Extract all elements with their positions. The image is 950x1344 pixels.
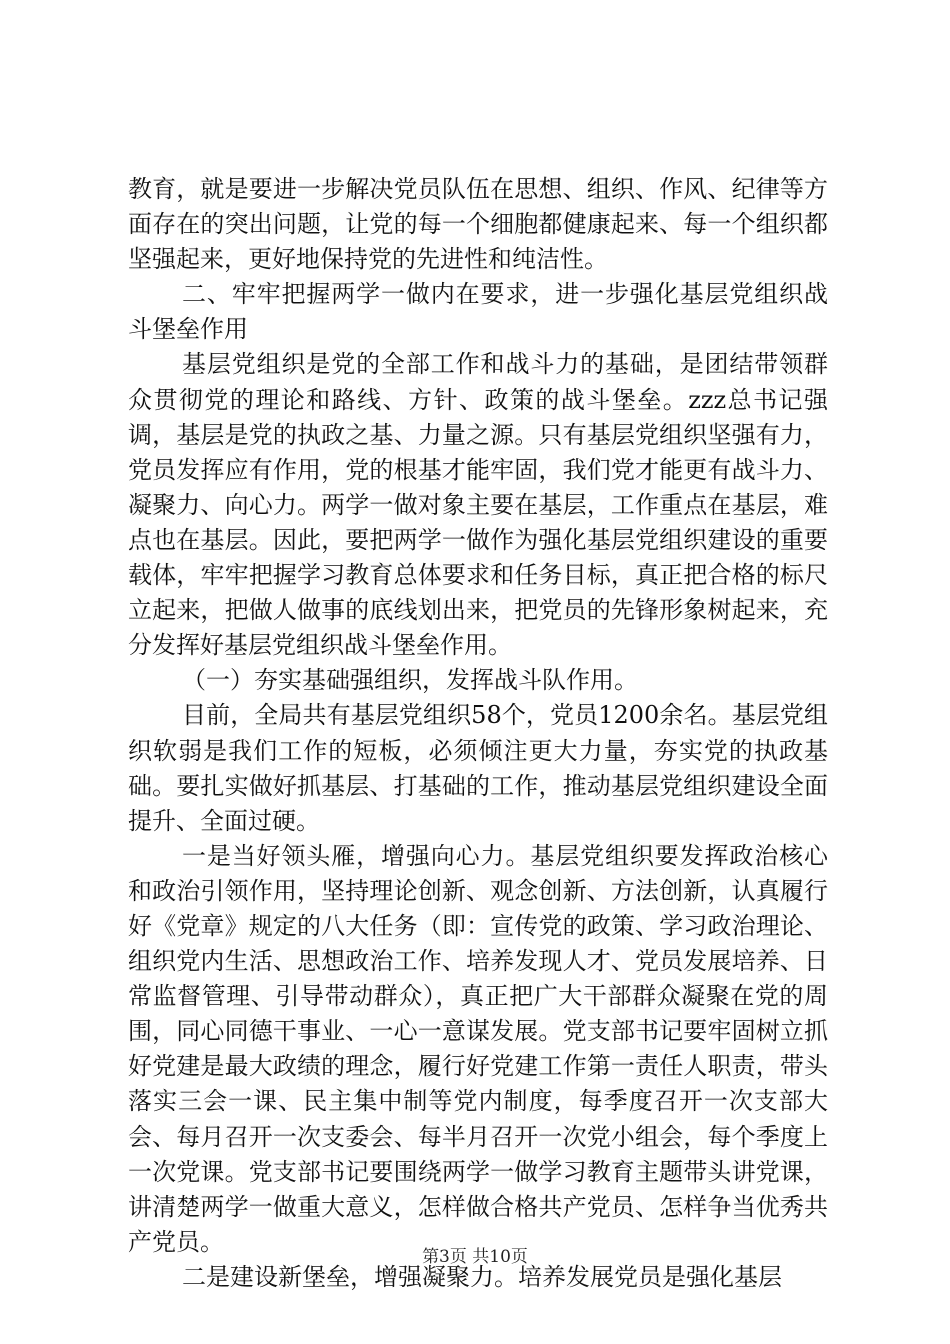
section-heading-2: 二、牢牢把握两学一做内在要求，进一步强化基层党组织战斗堡垒作用 (128, 280, 828, 344)
paragraph-7: 二是建设新堡垒，增强凝聚力。培养发展党员是强化基层 (182, 1262, 782, 1291)
paragraph-3: 基层党组织是党的全部工作和战斗力的基础，是团结带领群众贯彻党的理论和路线、方针、政策的战斗堡垒。zzz总书记强调，基层是党的执政之基、力量之源。只有基层党组织坚强有力，党员发挥应有作用，党的根基才能牢固，我们党才能更有战斗力、凝聚力、向心力。两学一做对象主要在基层，工作重点在基层，难点也在基层。因此，要把两学一做作为强化基层党组织建设的重要载体，牢牢把握学习教育总体要求和任务目标，真正把合格的标尺立起来，把做人做事的底线划出来，把党员的先锋形象树起来，充分发挥好基层党组织战斗堡垒作用。 (128, 350, 828, 660)
page-number-footer: 第3页 共10页 (422, 1247, 528, 1267)
paragraph-5: 目前，全局共有基层党组织58个，党员1200余名。基层党组织软弱是我们工作的短板，必须倾注更大力量，夯实党的执政基础。要扎实做好抓基层、打基础的工作，推动基层党组织建设全面提升、全面过硬。 (128, 701, 828, 835)
paragraph-6: 一是当好领头雁，增强向心力。基层党组织要发挥政治核心和政治引领作用，坚持理论创新、观念创新、方法创新，认真履行好《党章》规定的八大任务（即：宣传党的政策、学习政治理论、组织党内生活、思想政治工作、培养发现人才、党员发展培养、日常监督管理、引导带动群众），真正把广大干部群众凝聚在党的周围，同心同德干事业、一心一意谋发展。党支部书记要牢固树立抓好党建是最大政绩的理念，履行好党建工作第一责任人职责，带头落实三会一课、民主集中制等党内制度，每季度召开一次支部大会、每月召开一次支委会、每半月召开一次党小组会，每个季度上一次党课。党支部书记要围绕两学一做学习教育主题带头讲党课，讲清楚两学一做重大意义，怎样做合格共产党员、怎样争当优秀共产党员。 (128, 841, 828, 1256)
document-body (128, 172, 828, 1295)
subsection-heading-1: （一）夯实基础强组织，发挥战斗队作用。 (182, 666, 638, 695)
paragraph-1: 教育，就是要进一步解决党员队伍在思想、组织、作风、纪律等方面存在的突出问题，让党的每一个细胞都健康起来、每一个组织都坚强起来，更好地保持党的先进性和纯洁性。 (128, 175, 828, 274)
